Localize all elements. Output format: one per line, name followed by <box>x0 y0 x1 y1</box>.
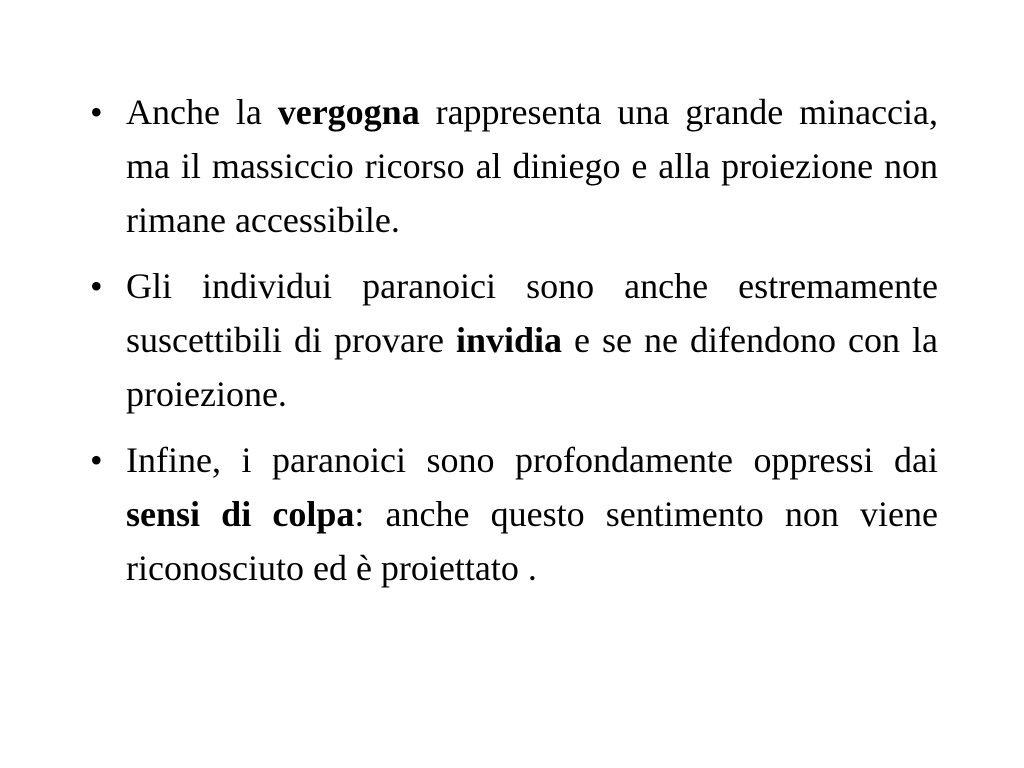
bullet-list <box>90 85 938 607</box>
bullet-text-after: e se ne difendono con la proiezione. <box>126 320 938 414</box>
bullet-text-after: : anche questo sentimento non viene riconosciuto ed è proiettato . <box>126 494 938 588</box>
bullet-text-bold: invidia <box>455 320 563 360</box>
bullet-marker: • <box>90 266 103 306</box>
bullet-text-before: Infine, i paranoici sono profondamente oppressi dai <box>126 440 938 480</box>
bullet-text-bold: sensi di colpa <box>126 494 355 534</box>
bullet-text-before: Gli individui paranoici sono anche estremamente suscettibili di provare <box>126 266 938 360</box>
bullet-text-before: Anche la <box>126 92 278 132</box>
bullet-marker: • <box>90 440 103 480</box>
bullet-marker: • <box>90 92 103 132</box>
bullet-text-bold: vergogna <box>277 92 420 132</box>
bullet-text-after: rappresenta una grande minaccia, ma il massiccio ricorso al diniego e alla proiezione non rimane accessibile. <box>126 92 939 240</box>
bullet-item-vergogna <box>90 85 938 247</box>
bullet-item-invidia <box>90 259 938 421</box>
bullet-item-sensi-di-colpa <box>90 433 938 595</box>
